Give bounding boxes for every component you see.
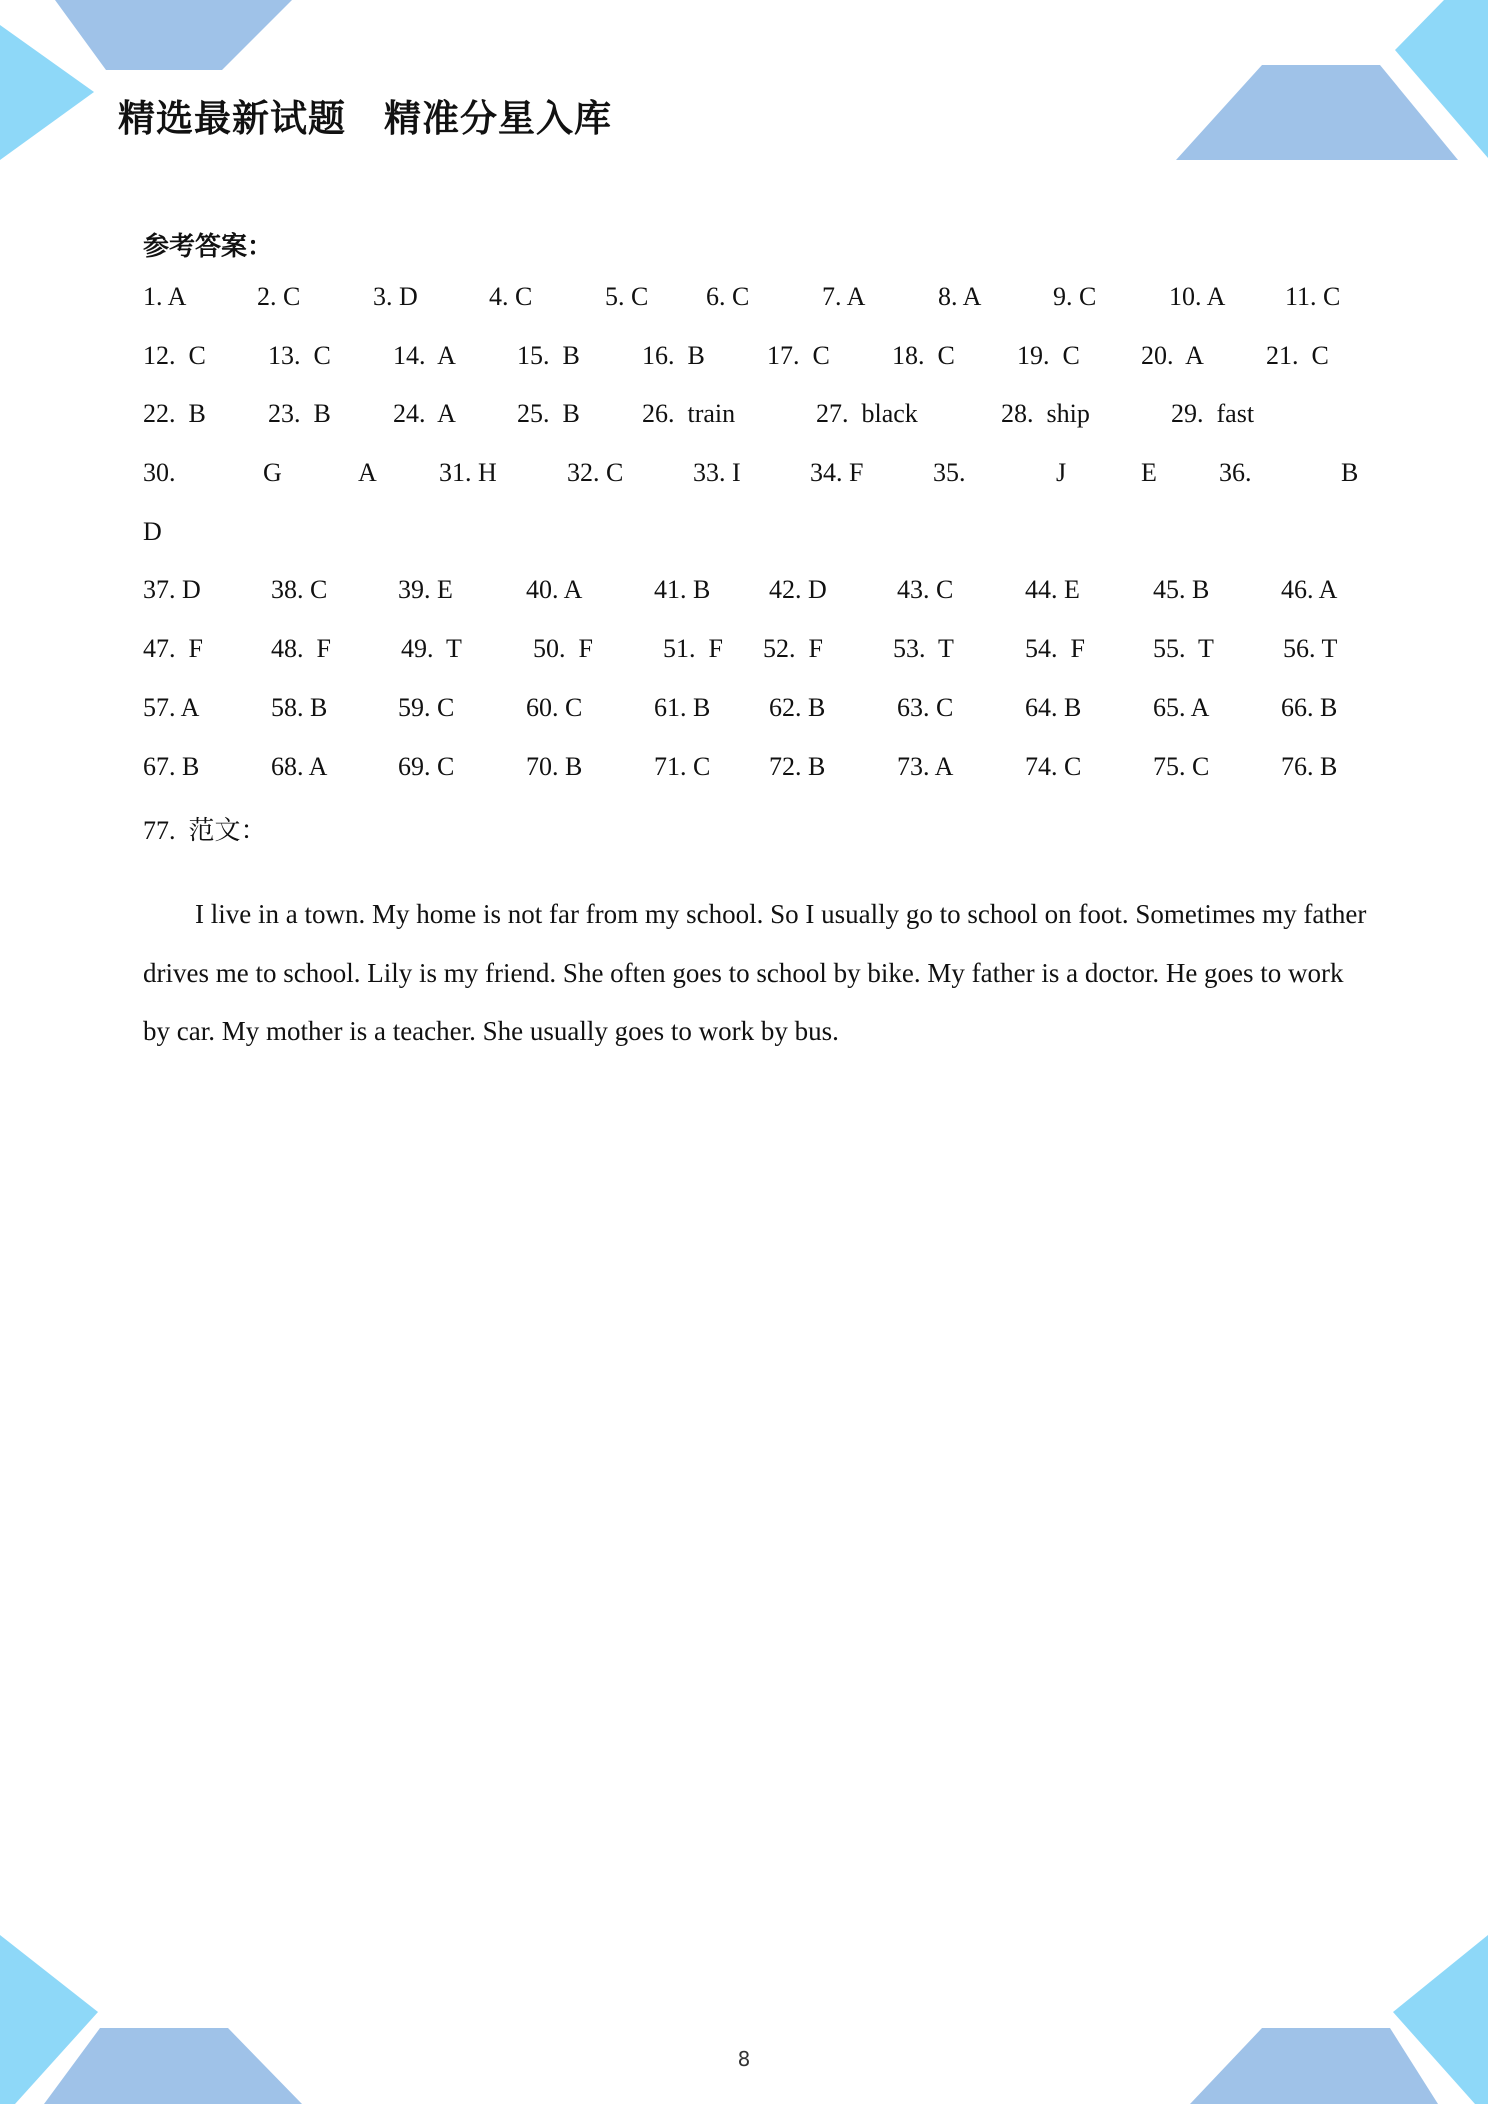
- answer-item: 6. C: [706, 282, 750, 311]
- page-number: 8: [737, 2047, 751, 2071]
- answer-item: 5. C: [605, 282, 649, 311]
- answer-item: E: [1141, 458, 1157, 488]
- answer-item: 47. F: [143, 634, 203, 664]
- answer-item: 53. T: [893, 634, 954, 664]
- answer-item: 60. C: [526, 692, 583, 722]
- answer-item: 58. B: [271, 692, 328, 722]
- answer-item: 62. B: [769, 692, 826, 722]
- answer-item: 13. C: [268, 340, 331, 370]
- answer-item: B: [1341, 458, 1359, 488]
- answer-item: 8. A: [938, 282, 982, 311]
- answer-item: 34. F: [810, 458, 864, 488]
- essay-heading: 77. 范文：: [143, 816, 267, 846]
- answer-row: [143, 681, 1363, 740]
- answer-item: 52. F: [763, 634, 823, 664]
- answer-row: [143, 622, 1363, 681]
- answer-item: 54. F: [1025, 634, 1085, 664]
- answer-item: 68. A: [271, 751, 328, 781]
- top-left-trapezoid: [55, 0, 292, 70]
- answer-item: 70. B: [526, 751, 583, 781]
- answer-item: 40. A: [526, 575, 583, 605]
- answer-key-label: 参考答案：: [143, 232, 274, 262]
- answer-item: 17. C: [767, 340, 830, 370]
- answer-item: 23. B: [268, 399, 331, 429]
- answer-item: 24. A: [393, 399, 456, 429]
- answer-item: 51. F: [663, 634, 723, 664]
- answer-item: 21. C: [1266, 340, 1329, 370]
- answer-item: 41. B: [654, 575, 711, 605]
- answer-item: 71. C: [654, 751, 711, 781]
- answer-item: 15. B: [517, 340, 580, 370]
- top-right-decoration: [1176, 0, 1488, 160]
- answer-item: 14. A: [393, 340, 456, 370]
- answer-item: 31. H: [439, 458, 497, 488]
- answer-item: 63. C: [897, 692, 954, 722]
- answer-item: A: [358, 458, 377, 488]
- answer-item: 19. C: [1017, 340, 1080, 370]
- answer-row: [143, 446, 1363, 505]
- answer-item: 3. D: [373, 282, 418, 311]
- answer-item: 11. C: [1285, 282, 1341, 311]
- answer-item: 25. B: [517, 399, 580, 429]
- answer-item: G: [263, 458, 282, 488]
- answer-row: [143, 505, 1363, 564]
- header-title: 精选最新试题 精准分星入库: [118, 97, 612, 140]
- answer-item: 43. C: [897, 575, 954, 605]
- answer-item: D: [143, 516, 162, 546]
- answer-row: [143, 387, 1363, 446]
- answer-item: 48. F: [271, 634, 331, 664]
- answer-item: 7. A: [822, 282, 866, 311]
- top-right-trapezoid: [1176, 65, 1458, 160]
- answer-item: 72. B: [769, 751, 826, 781]
- answer-item: 10. A: [1169, 282, 1226, 311]
- answer-item: 37. D: [143, 575, 201, 605]
- answer-item: 59. C: [398, 692, 455, 722]
- answer-item: 2. C: [257, 282, 301, 311]
- answer-row: [143, 329, 1363, 388]
- bottom-right-decoration: [1190, 1935, 1488, 2104]
- answer-item: 35.: [933, 458, 966, 488]
- answer-row: [143, 270, 1363, 329]
- answer-item: 66. B: [1281, 692, 1338, 722]
- answer-item: 32. C: [567, 458, 624, 488]
- answer-item: 12. C: [143, 340, 206, 370]
- answer-item: 57. A: [143, 692, 200, 722]
- answer-item: 27. black: [816, 399, 918, 429]
- answer-item: 44. E: [1025, 575, 1080, 605]
- answer-row: [143, 740, 1363, 799]
- answer-item: 9. C: [1053, 282, 1097, 311]
- answer-item: 42. D: [769, 575, 827, 605]
- answer-item: 4. C: [489, 282, 533, 311]
- answer-item: 67. B: [143, 751, 200, 781]
- answer-item: 64. B: [1025, 692, 1082, 722]
- bottom-left-decoration: [0, 1935, 302, 2104]
- answer-item: 55. T: [1153, 634, 1214, 664]
- answer-item: 28. ship: [1001, 399, 1090, 429]
- answer-item: 18. C: [892, 340, 955, 370]
- answer-item: 30.: [143, 458, 176, 488]
- answer-item: 65. A: [1153, 692, 1210, 722]
- answer-item: 26. train: [642, 399, 736, 429]
- answer-item: 45. B: [1153, 575, 1210, 605]
- answer-item: 46. A: [1281, 575, 1338, 605]
- answer-item: 49. T: [401, 634, 462, 664]
- answer-row: [143, 563, 1363, 622]
- top-left-triangle: [0, 25, 94, 160]
- model-essay: I live in a town. My home is not far from my school. So I usually go to school on foot. Sometimes my father drives me to school. Lily is my friend. She often goes to school by bike. My father is a doctor. He goes to work by car. My mother is a teacher. She usually goes to work by bus.: [143, 899, 1367, 1047]
- answer-item: 75. C: [1153, 751, 1210, 781]
- answer-item: 39. E: [398, 575, 453, 605]
- answer-item: 74. C: [1025, 751, 1082, 781]
- answer-item: 50. F: [533, 634, 593, 664]
- answer-item: 1. A: [143, 282, 187, 311]
- answer-row: [143, 798, 1363, 857]
- answer-item: 29. fast: [1171, 399, 1255, 429]
- answer-item: 16. B: [642, 340, 705, 370]
- answer-item: 20. A: [1141, 340, 1204, 370]
- answer-item: 69. C: [398, 751, 455, 781]
- answer-item: 38. C: [271, 575, 328, 605]
- answer-item: 56. T: [1283, 634, 1338, 664]
- answer-item: J: [1056, 458, 1067, 488]
- answer-item: 33. I: [693, 458, 741, 488]
- answer-key: [143, 270, 1363, 857]
- answer-item: 61. B: [654, 692, 711, 722]
- answer-item: 22. B: [143, 399, 206, 429]
- answer-item: 36.: [1219, 458, 1252, 488]
- answer-item: 73. A: [897, 751, 954, 781]
- answer-item: 76. B: [1281, 751, 1338, 781]
